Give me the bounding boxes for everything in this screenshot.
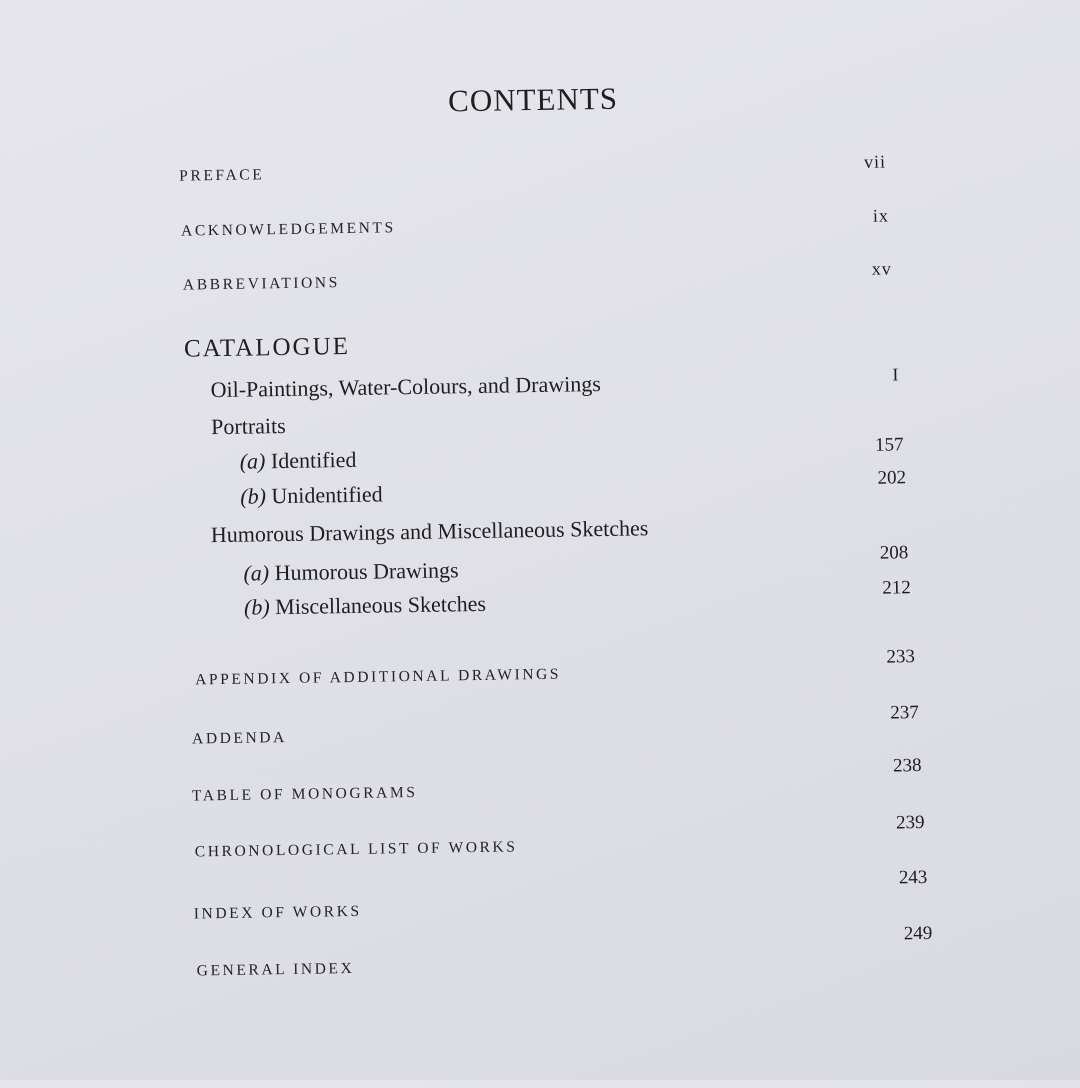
toc-entry-addenda: ADDENDA: [191, 729, 288, 748]
toc-entry-miscellaneous-sketches: [244, 591, 486, 621]
toc-page-portraits-identified: 157: [874, 434, 904, 456]
toc-marker: (b): [243, 594, 270, 620]
toc-marker: (a): [243, 560, 270, 586]
toc-entry-table-of-monograms: TABLE OF MONOGRAMS: [191, 783, 418, 805]
toc-marker: (a): [239, 448, 266, 474]
toc-label: Miscellaneous Sketches: [274, 590, 487, 620]
toc-page-acknowledgements: ix: [872, 205, 890, 226]
toc-page-preface: vii: [863, 151, 887, 172]
toc-page-humorous-drawings: 208: [879, 542, 909, 564]
toc-page-addenda: 237: [890, 702, 919, 724]
toc-label: Unidentified: [271, 481, 383, 509]
toc-entry-portraits: Portraits: [210, 412, 286, 440]
toc-entry-humorous-miscellaneous: Humorous Drawings and Miscellaneous Sketches: [210, 515, 649, 548]
toc-entry-preface: PREFACE: [179, 166, 265, 185]
toc-entry-portraits-identified: [240, 447, 357, 475]
toc-entry-oil-paintings: Oil-Paintings, Water-Colours, and Drawings: [210, 371, 602, 403]
toc-section-catalogue: CATALOGUE: [183, 332, 351, 363]
toc-label: Humorous Drawings: [274, 557, 459, 586]
toc-page-miscellaneous-sketches: 212: [882, 577, 911, 599]
toc-label: Identified: [270, 446, 357, 474]
toc-page-portraits-unidentified: 202: [877, 467, 907, 489]
toc-entry-acknowledgements: ACKNOWLEDGEMENTS: [180, 219, 396, 240]
toc-page-chronological-list: 239: [895, 811, 925, 834]
toc-page-appendix: 233: [886, 646, 916, 668]
toc-page-index-of-works: 243: [898, 866, 928, 889]
page-title: CONTENTS: [447, 80, 619, 119]
toc-entry-abbreviations: ABBREVIATIONS: [182, 274, 341, 294]
toc-page-abbreviations: xv: [871, 258, 892, 279]
toc-entry-appendix: APPENDIX OF ADDITIONAL DRAWINGS: [195, 665, 562, 689]
toc-entry-general-index: GENERAL INDEX: [196, 959, 355, 980]
toc-entry-humorous-drawings: [243, 557, 458, 586]
toc-marker: (b): [240, 483, 267, 509]
toc-entry-chronological-list: CHRONOLOGICAL LIST OF WORKS: [194, 838, 518, 861]
toc-entry-portraits-unidentified: [240, 481, 383, 509]
toc-page-general-index: 249: [903, 922, 933, 945]
toc-page-table-of-monograms: 238: [892, 755, 922, 777]
toc-page-oil-paintings: I: [892, 364, 900, 385]
toc-entry-index-of-works: INDEX OF WORKS: [193, 902, 362, 923]
